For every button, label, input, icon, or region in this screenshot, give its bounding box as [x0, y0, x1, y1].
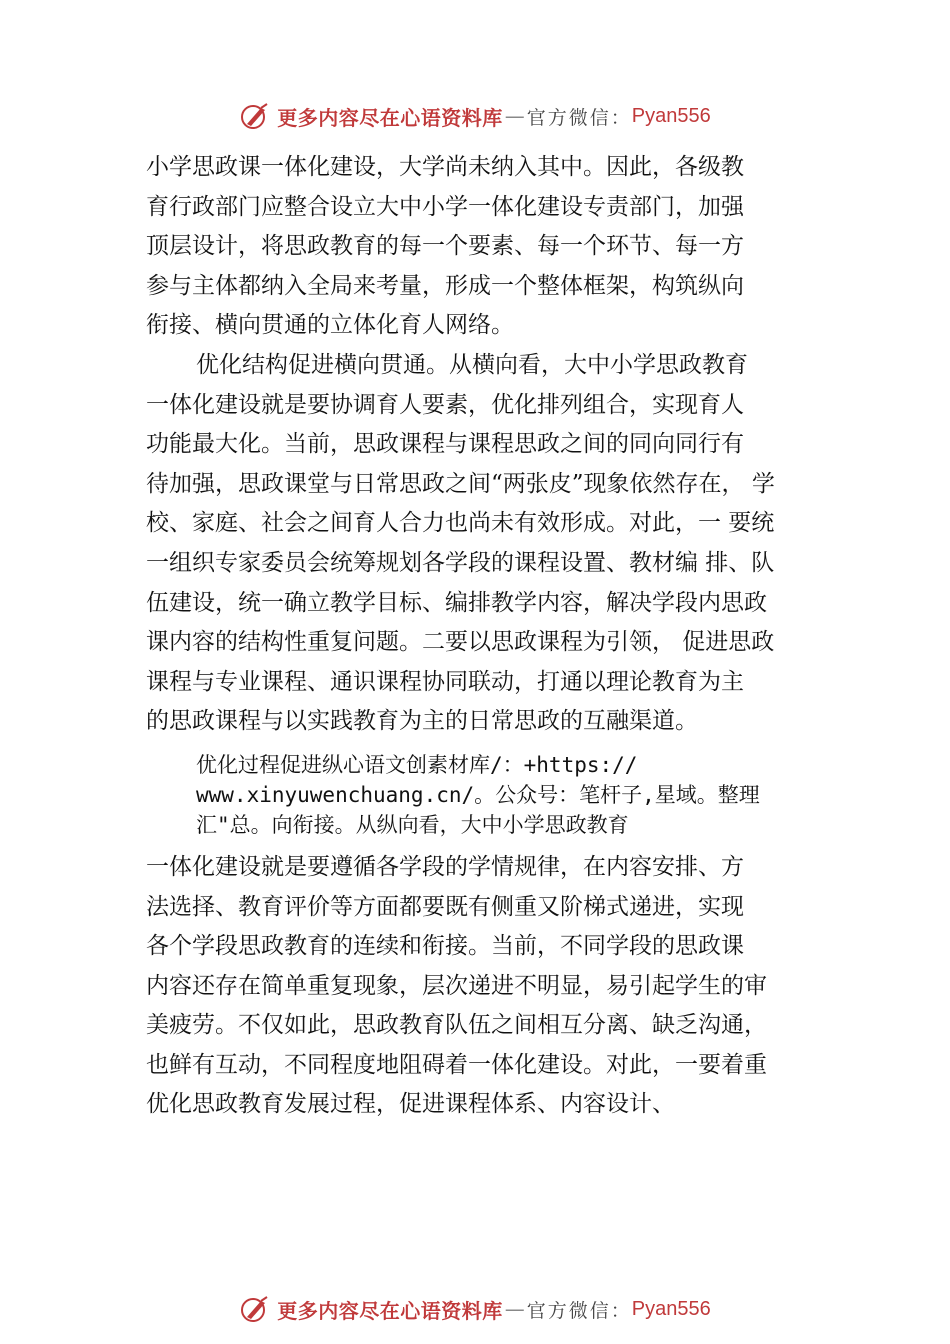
text-line: 美疲劳。不仅如此，思政教育队伍之间相互分离、缺乏沟通， [146, 1012, 767, 1039]
pen-logo-icon [239, 100, 271, 132]
text-line: 一体化建设就是要协调育人要素，优化排列组合，实现育人 [146, 391, 744, 418]
text-line: 优化思政教育发展过程，促进课程体系、内容设计、 [146, 1091, 675, 1118]
text-line: 各个学段思政教育的连续和衔接。当前，不同学段的思政课 [146, 933, 744, 960]
watermark-brand: 更多内容尽在心语资料库 [277, 1298, 503, 1323]
text-line: 优化结构促进横向贯通。从横向看，大中小学思政教育 [196, 351, 748, 378]
text-line: 待加强，思政课堂与日常思政之间“两张皮”现象依然存在， 学 [146, 470, 775, 497]
watermark-wechat-id: Pyan556 [631, 104, 711, 127]
text-line: 课程与专业课程、通识课程协同联动，打通以理论教育为主 [146, 668, 744, 695]
text-line: 一体化建设就是要遵循各学段的学情规律，在内容安排、方 [146, 853, 744, 880]
text-line: 优化过程促进纵心语文创素材库/：+https:// [196, 752, 638, 777]
paragraph-4 [146, 848, 846, 1125]
text-line: 伍建设，统一确立教学目标、编排教学内容，解决学段内思政 [146, 589, 767, 616]
watermark-brand: 更多内容尽在心语资料库 [277, 105, 503, 130]
text-line: 汇"总。向衔接。从纵向看，大中小学思政教育 [196, 812, 629, 837]
text-line: 课内容的结构性重复问题。二要以思政课程为引领， 促进思政 [146, 629, 775, 656]
text-line: 内容还存在简单重复现象，层次递进不明显，易引起学生的审 [146, 972, 767, 999]
text-line: 顶层设计，将思政教育的每一个要素、每一个环节、每一方 [146, 233, 744, 260]
watermark-separator: — [504, 1297, 525, 1321]
watermark-wechat-id: Pyan556 [631, 1297, 711, 1320]
text-line: 也鲜有互动，不同程度地阻碍着一体化建设。对此，一要着重 [146, 1051, 767, 1078]
text-line: www.xinyuwenchuang.cn/。公众号：笔杆子,星域。整理 [196, 782, 760, 807]
text-line: 校、家庭、社会之间育人合力也尚未有效形成。对此，一 要统 [146, 510, 775, 537]
paragraph-2 [146, 346, 846, 742]
paragraph-1 [146, 148, 846, 346]
text-line: 参与主体都纳入全局来考量，形成一个整体框架，构筑纵向 [146, 272, 744, 299]
text-line: 小学思政课一体化建设，大学尚未纳入其中。因此，各级教 [146, 154, 744, 180]
text-line: 育行政部门应整合设立大中小学一体化建设专责部门，加强 [146, 193, 744, 220]
paragraph-3 [146, 750, 846, 840]
text-line: 衔接、横向贯通的立体化育人网络。 [146, 312, 514, 339]
footer-watermark [0, 1289, 950, 1329]
text-line: 法选择、教育评价等方面都要既有侧重又阶梯式递进，实现 [146, 893, 744, 920]
watermark-separator: — [504, 104, 525, 128]
text-line: 功能最大化。当前，思政课程与课程思政之间的同向同行有 [146, 431, 744, 458]
watermark-label: 官方微信： [526, 1299, 632, 1322]
text-line: 的思政课程与以实践教育为主的日常思政的互融渠道。 [146, 708, 698, 735]
document-body [146, 148, 846, 1125]
text-line: 一组织专家委员会统筹规划各学段的课程设置、教材编 排、队 [146, 549, 775, 576]
pen-logo-icon [239, 1293, 271, 1325]
header-watermark [0, 96, 950, 136]
watermark-label: 官方微信： [526, 106, 632, 129]
